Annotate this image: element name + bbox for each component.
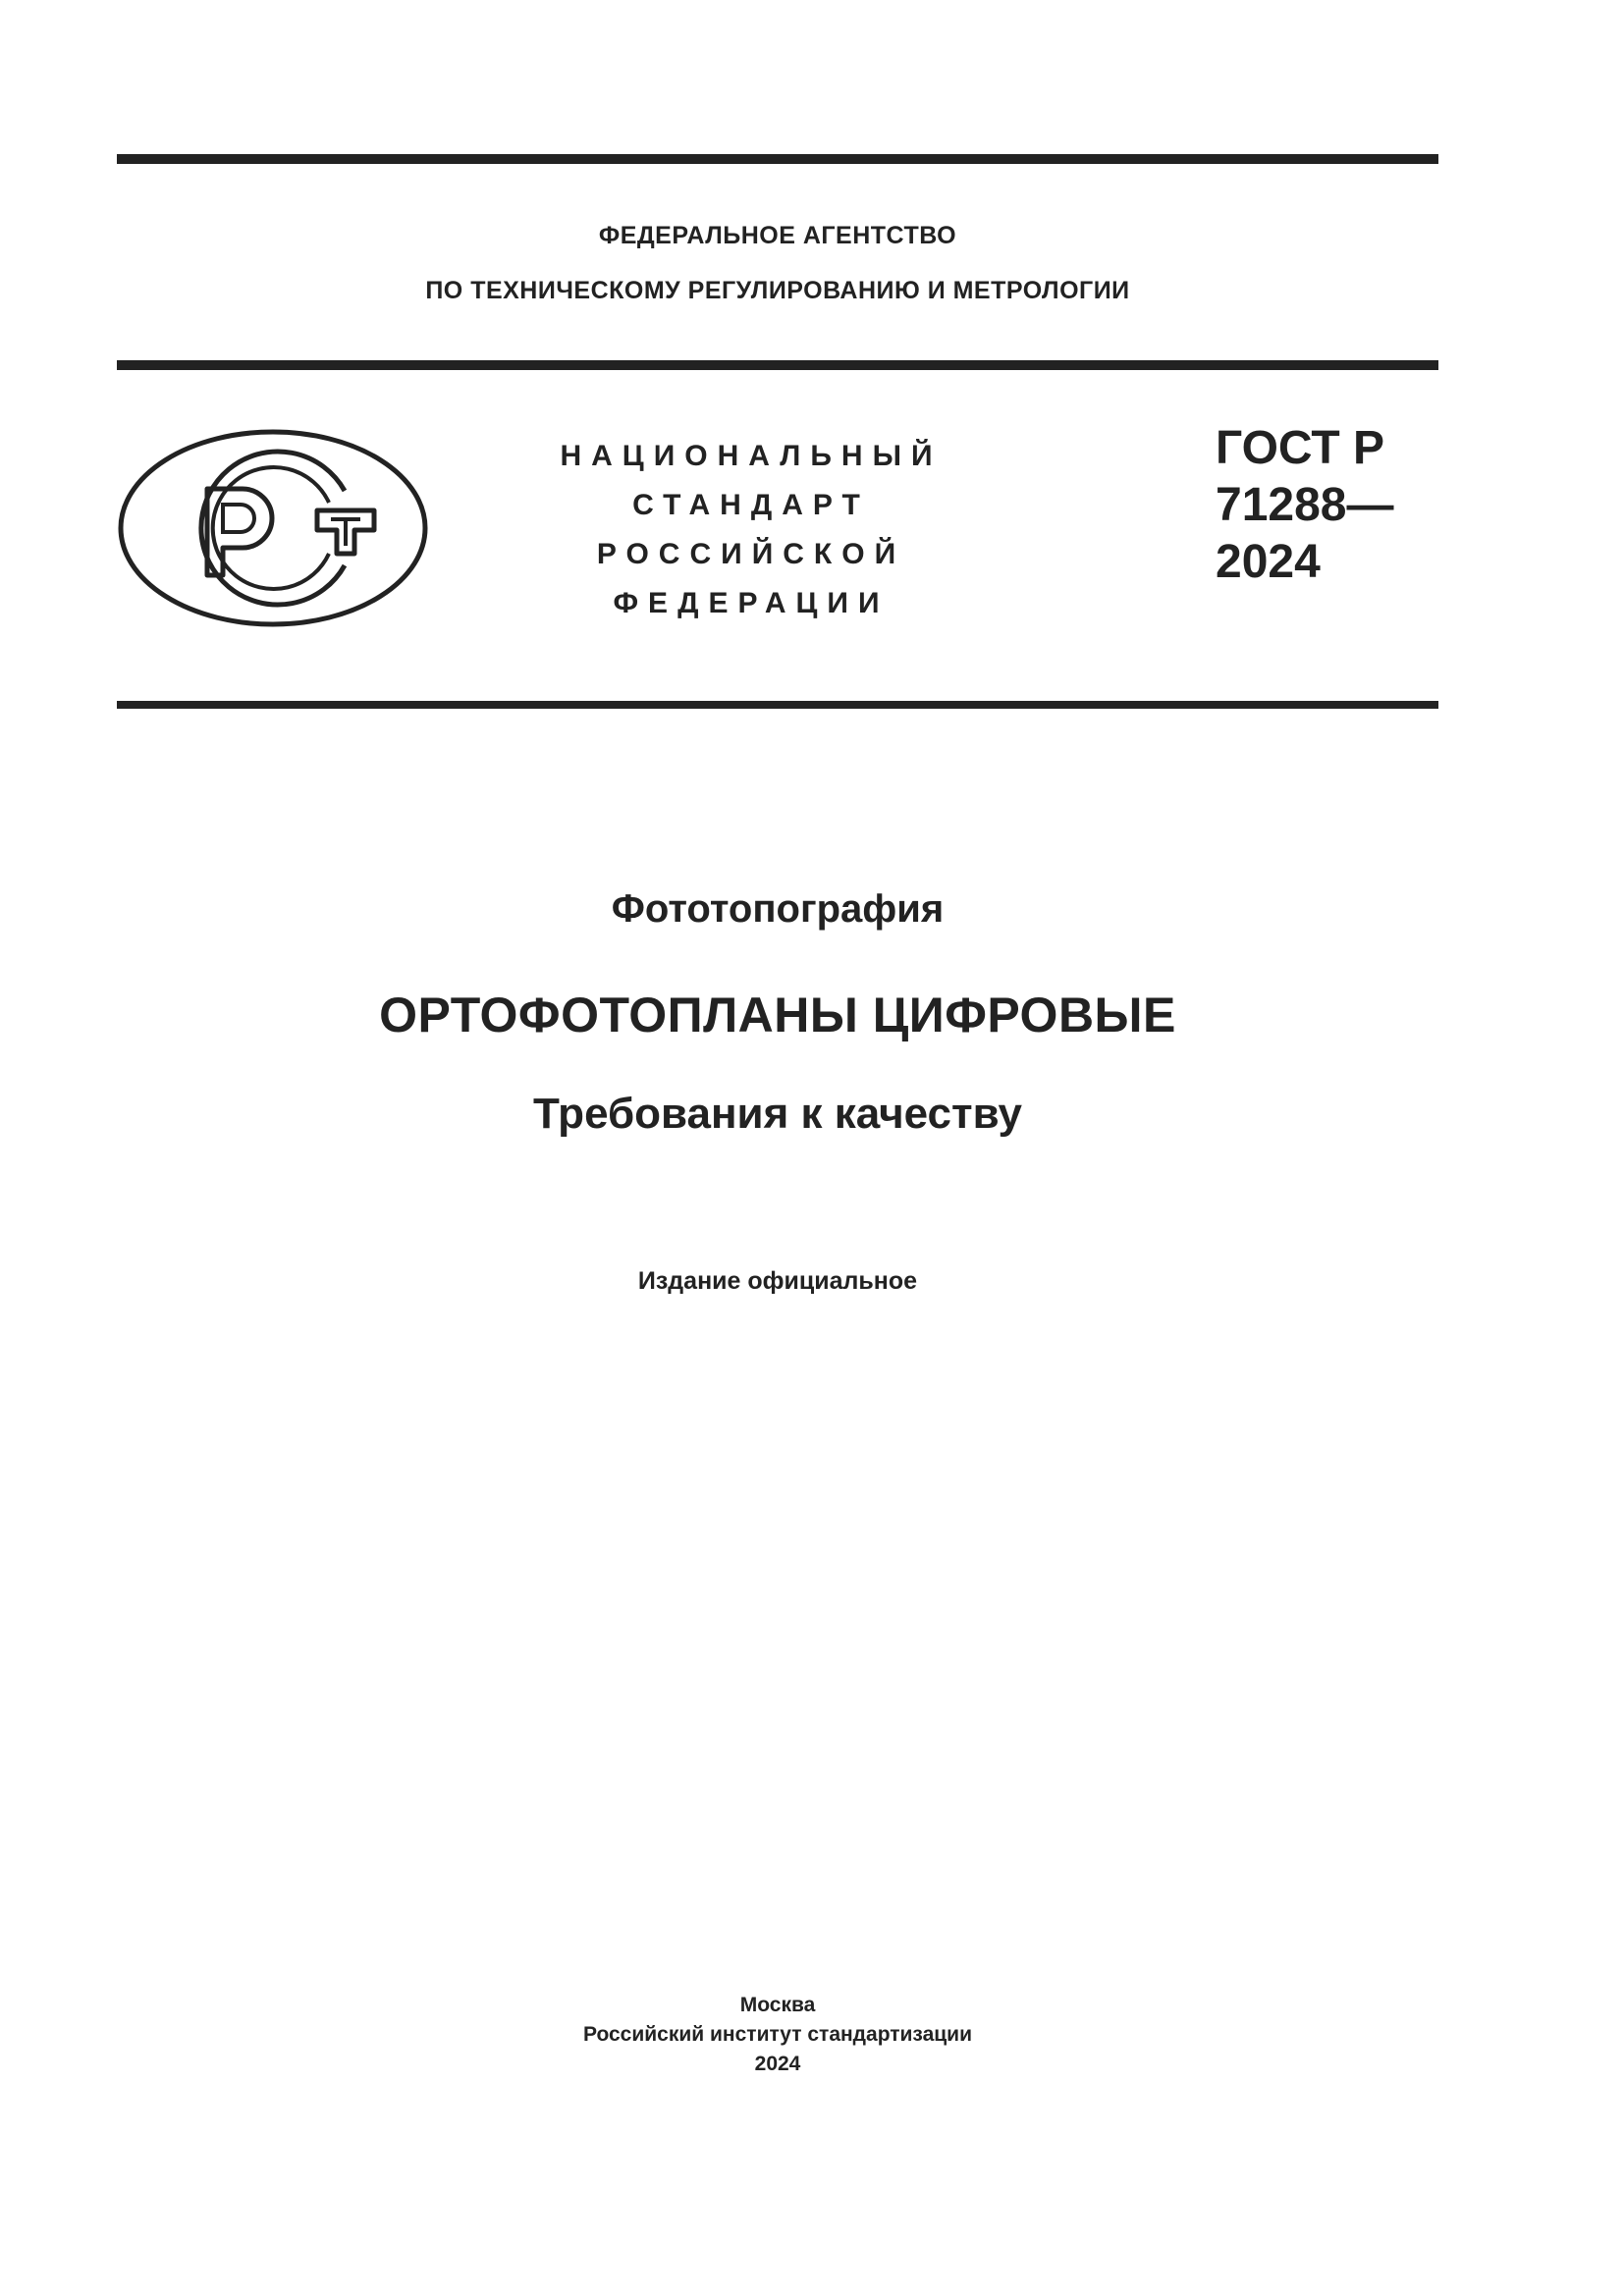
document-subtitle: Требования к качеству bbox=[532, 1090, 1022, 1138]
standard-type-line: СТАНДАРТ bbox=[632, 489, 870, 521]
standard-type-line: ФЕДЕРАЦИИ bbox=[613, 587, 890, 619]
standard-type-line: РОССИЙСКОЙ bbox=[596, 538, 906, 570]
imprint-city: Москва bbox=[739, 1994, 816, 2016]
agency-name-line-1: ФЕДЕРАЛЬНОЕ АГЕНТСТВО bbox=[598, 222, 957, 249]
imprint-year: 2024 bbox=[754, 2053, 801, 2075]
document-title: ОРТОФОТОПЛАНЫ ЦИФРОВЫЕ bbox=[379, 988, 1176, 1042]
standard-type bbox=[511, 432, 992, 628]
header-rule bbox=[117, 360, 1438, 370]
edition-note: Издание официальное bbox=[637, 1267, 918, 1295]
top-rule bbox=[117, 154, 1438, 164]
document-subject: Фототопография bbox=[611, 887, 945, 931]
designation-rule bbox=[117, 701, 1438, 709]
designation-line: ГОСТ Р bbox=[1216, 422, 1385, 474]
standard-type-line: НАЦИОНАЛЬНЫЙ bbox=[560, 440, 943, 472]
agency-name-line-2: ПО ТЕХНИЧЕСКОМУ РЕГУЛИРОВАНИЮ И МЕТРОЛОГИИ bbox=[425, 277, 1130, 304]
standard-designation bbox=[1216, 420, 1432, 591]
rst-conformity-mark-icon bbox=[117, 428, 429, 629]
designation-line: 71288— bbox=[1216, 479, 1394, 531]
designation-line: 2024 bbox=[1216, 536, 1321, 588]
imprint-publisher: Российский институт стандартизации bbox=[582, 2023, 973, 2046]
imprint bbox=[117, 1991, 1438, 2079]
